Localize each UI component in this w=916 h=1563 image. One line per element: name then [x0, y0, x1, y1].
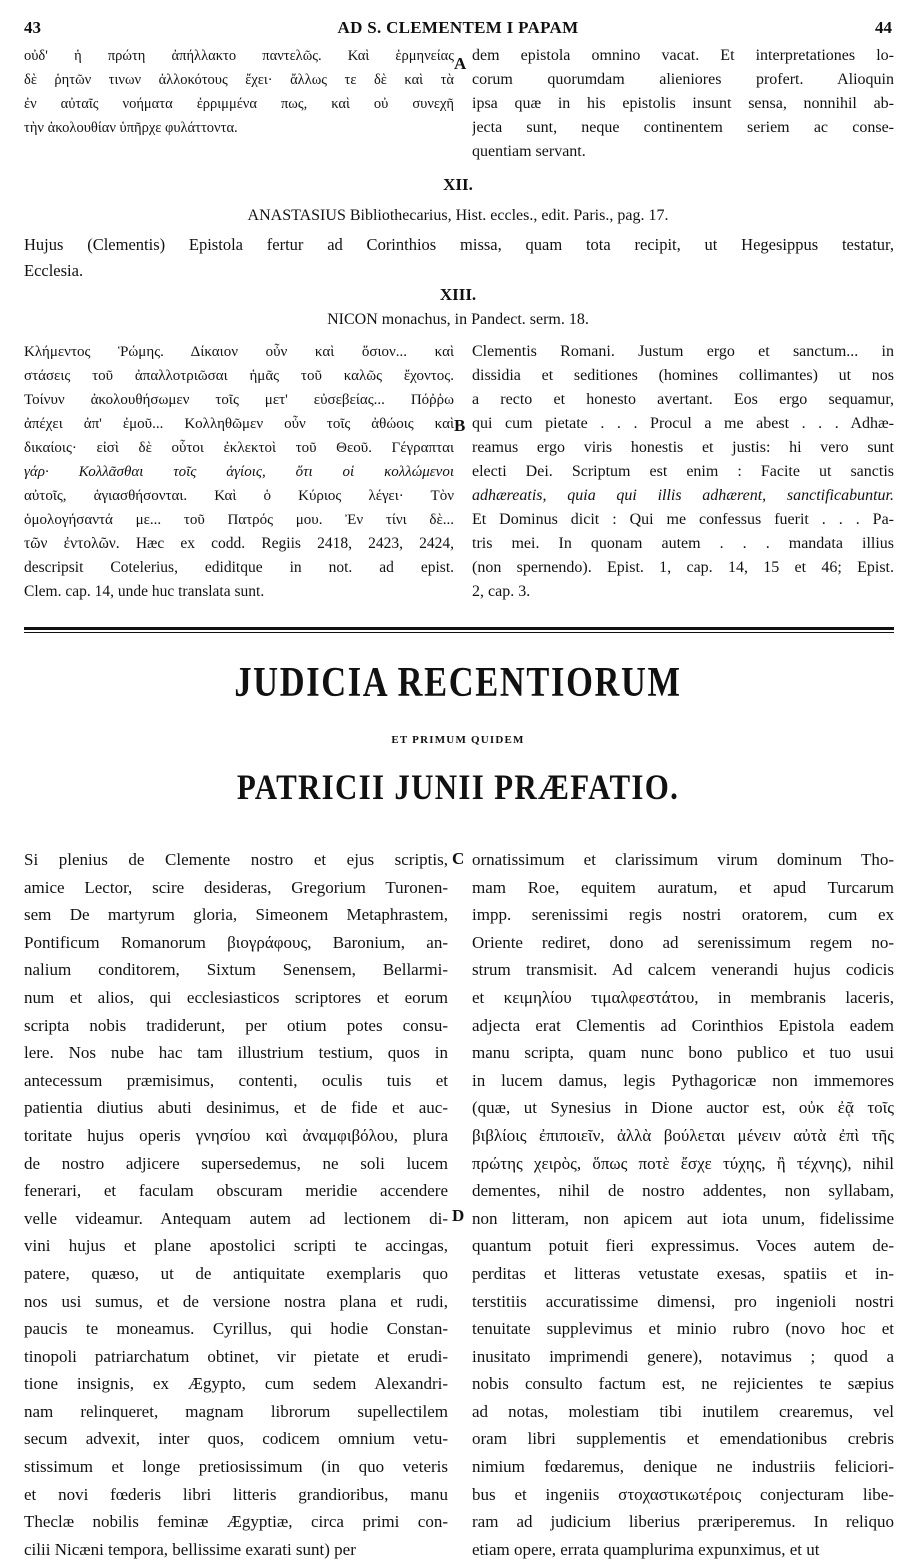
- greek-line: οὐδ' ἡ πρώτη ἀπήλλακτο παντελῶς. Καὶ ἑρμηνείας: [24, 48, 454, 64]
- preface-line: quantum potuit fieri expressimus. Voces autem de-: [472, 1236, 894, 1256]
- preface-line: etiam opere, errata quamplurima expunximus, et ut: [472, 1539, 820, 1559]
- preface-line: cilii Nicæni tempora, bellissime exarati sunt) per: [24, 1539, 356, 1559]
- preface-line: nam relinqueret, magnam librorum supellectilem: [24, 1401, 448, 1421]
- greek-line: ἀπέχει ἀπ' ἐμοῦ... Κολληθῶμεν οὖν τοῖς ἀθώοις καὶ: [24, 416, 454, 432]
- preface-line: Si plenius de Clemente nostro et ejus scriptis,: [24, 850, 448, 869]
- section-xiii-source: NICON monachus, in Pandect. serm. 18.: [327, 311, 589, 328]
- section1-latin-column: [472, 44, 894, 164]
- running-title: AD S. CLEMENTEM I PAPAM: [337, 18, 579, 37]
- preface-line: velle videamur. Antequam autem ad lectionem di-: [24, 1208, 448, 1228]
- preface-line: paucis te moneamus. Cyrillus, qui hodie Constan-: [24, 1319, 448, 1339]
- greek-line: αὐτοῖς, ἁγιασθήσονται. Καὶ ὁ Κύριος λέγει· Τὸν: [24, 488, 454, 504]
- section-xiii-latin-column: [472, 340, 894, 604]
- preface-line: strum transmisit. Ad calcem venerandi hujus codicis: [472, 960, 894, 980]
- running-head: [0, 14, 916, 42]
- latin-line: Et Dominus dicit : Qui me confessus fuerit . . . Pa-: [472, 511, 894, 528]
- preface-line: lere. Nos nube hac tam illustrium testium, quos in: [24, 1043, 448, 1063]
- greek-line: δὲ ῥητῶν τινων ἀλλοκότους ἔχει· ἄλλως τε δὲ καὶ τὰ: [24, 72, 454, 88]
- section-xii-source: ANASTASIUS Bibliothecarius, Hist. eccles., edit. Paris., pag. 17.: [247, 207, 669, 224]
- preface-line: nobis consulto factum est, ne rejicientes te sæpius: [472, 1374, 894, 1394]
- preface-line: tione insignis, ex Ægypto, cum sedem Alexandri-: [24, 1374, 448, 1394]
- preface-line: ornatissimum et clarissimum virum dominum Tho-: [472, 850, 894, 869]
- preface-line: et novi fœderis libri litteris grandioribus, manu: [24, 1484, 448, 1504]
- preface-line: inusitato imprimendi genere), notavimus ; quod a: [472, 1346, 894, 1366]
- preface-line: πρώτης χειρὸς, ὅπως ποτὲ ἔσχε τύχης, ἢ τέχνης), nihil: [472, 1153, 894, 1173]
- margin-letter-c: C: [452, 849, 465, 868]
- preface-line: ram ad judicium liberius præriperemus. In reliquo: [472, 1512, 894, 1532]
- preface-line: vini hujus et plane apostolici scripti te accingas,: [24, 1236, 448, 1256]
- preface-heading: PATRICII JUNII PRÆFATIO.: [236, 767, 680, 807]
- latin-line: jecta sunt, neque continentem seriem ac conse-: [472, 119, 894, 136]
- preface-line: perditas et litteras vetustate exesas, spatiis et in-: [472, 1263, 894, 1283]
- greek-line: στάσεις τοῦ ἀπαλλοτριῶσαι ἡμᾶς τοῦ καλῶς ἔχοντος.: [24, 368, 454, 384]
- margin-letter-d: D: [452, 1206, 465, 1225]
- section-xii-numeral: XII.: [443, 175, 473, 194]
- preface-line: patere, quæso, ut de antiquitate exemplaris quo: [24, 1263, 448, 1283]
- preface-line: Theclæ nobilis feminæ Ægyptiæ, circa primi con-: [24, 1512, 448, 1532]
- preface-line: impp. serenissimi regis nostri oratorem, cum ex: [472, 905, 894, 925]
- latin-line: 2, cap. 3.: [472, 583, 531, 600]
- preface-line: tinopoli patriarchatum obtinet, vir pietate et erudi-: [24, 1346, 448, 1366]
- preface-line: adjecta erat Clementis ad Corinthios Epistola eadem: [472, 1015, 894, 1035]
- section-xiii-numeral: XIII.: [439, 285, 477, 304]
- preface-line: dementes, nihil de nostro addentes, non syllabam,: [472, 1181, 894, 1201]
- latin-line: dissidia et seditiones (homines collimantes) ut nos: [472, 367, 894, 384]
- latin-line: electi Dei. Scriptum est enim : Facite ut sanctis: [472, 463, 894, 480]
- margin-letter-b: B: [454, 416, 466, 435]
- preface-line: tenuitate supplevimus et minio rubro (novo hoc et: [472, 1319, 894, 1339]
- preface-line: de nostro adjicere supersedemus, ne soli lucem: [24, 1153, 448, 1173]
- margin-letter-a: A: [454, 54, 467, 73]
- preface-line: nimium fœdaremus, denique ne industriis feliciori-: [472, 1457, 894, 1477]
- greek-line: Τοίνυν ἀκολουθήσωμεν τοῖς μετ' εὐσεβείας... Πόῤῥω: [24, 392, 454, 408]
- preface-line: num et alios, qui ecclesiasticos scriptores et eorum: [24, 987, 448, 1007]
- preface-line: sem De martyrum gloria, Simeonem Metaphrastem,: [24, 905, 448, 925]
- section-divider-thin: [24, 632, 894, 633]
- greek-line: ὁμολογήσαντά με... τοῦ Πατρός μου. Ἐν τίνι δὲ...: [24, 512, 454, 528]
- latin-line: reamus ergo viris honestis et justis: hi vero sunt: [472, 439, 894, 456]
- preface-line: antecessum præmisimus, contenti, oculis tuis et: [24, 1070, 448, 1090]
- section-xii-line: Hujus (Clementis) Epistola fertur ad Corinthios missa, quam tota recipit, ut Hegesippus testatur,: [24, 235, 894, 254]
- preface-line: secum advexit, inter quos, codicem omnium vetu-: [24, 1429, 448, 1449]
- preface-line: terstitiis accuratissime dimensi, pro ingenioli nostri: [472, 1291, 894, 1311]
- preface-line: patientia diutius abuti desinimus, et de fide et auc-: [24, 1098, 448, 1118]
- sub-heading: ET PRIMUM QUIDEM: [391, 734, 525, 746]
- section1-greek-column: [24, 44, 454, 140]
- preface-line: scripta nobis tradiderunt, per otium potes consu-: [24, 1015, 448, 1035]
- preface-line: toritate hujus operis γνησίου καὶ ἀναμφιβόλου, plura: [24, 1125, 448, 1145]
- preface-line: fenerari, et faculam obscuram meridie accendere: [24, 1181, 448, 1201]
- greek-line: Clem. cap. 14, unde huc translata sunt.: [24, 583, 265, 600]
- latin-line: quentiam servant.: [472, 143, 586, 160]
- latin-line: ipsa quæ in his epistolis insunt sensa, nonnihil ab-: [472, 95, 894, 112]
- section-xii-text: [24, 232, 894, 284]
- preface-right-column: [472, 846, 894, 1563]
- preface-line: mam Roe, equitem auratum, et apud Turcarum: [472, 877, 894, 897]
- preface-line: Pontificum Romanorum βιογράφους, Baronium, an-: [24, 932, 448, 952]
- page-number-left: 43: [24, 18, 41, 37]
- preface-line: bus et ingeniis στοχαστικωτέροις conjecturam libe-: [472, 1484, 894, 1504]
- greek-line: descripsit Cotelerius, ediditque in not. ad epist.: [24, 559, 454, 576]
- section-divider-thick: [24, 627, 894, 630]
- preface-line: nalium conditorem, Sixtum Senensem, Bellarmi-: [24, 960, 448, 980]
- preface-left-column: [24, 846, 448, 1563]
- greek-line: Κλήμεντος Ῥώμης. Δίκαιον οὖν καὶ ὅσιον... καὶ: [24, 344, 454, 360]
- greek-line: γάρ· Κολλᾶσθαι τοῖς ἁγίοις, ὅτι οἱ κολλώμενοι: [24, 464, 454, 480]
- preface-line: oram libri supplementis et emendationibus crebris: [472, 1429, 894, 1449]
- latin-line: dem epistola omnino vacat. Et interpretationes lo-: [472, 47, 894, 64]
- section-xii-line: Ecclesia.: [24, 261, 84, 280]
- page-number-right: 44: [875, 18, 892, 37]
- latin-line: Clementis Romani. Justum ergo et sanctum... in: [472, 343, 894, 360]
- latin-line: corum quorumdam alieniores profert. Alioquin: [472, 71, 894, 88]
- latin-line: qui cum pietate . . . Procul a me abest . . . Adhæ-: [472, 415, 894, 432]
- section-xiii-greek-column: [24, 340, 454, 604]
- preface-line: ad notas, molestiam tibi inutilem crearemus, vel: [472, 1401, 894, 1421]
- preface-line: in lucem damus, legis Pythagoricæ non immemores: [472, 1070, 894, 1090]
- greek-line: τὴν ἀκολουθίαν ὑπῆρχε φυλάττοντα.: [24, 120, 238, 136]
- preface-line: (quæ, ut Synesius in Dione auctor est, οὐκ ἐᾷ τοῖς: [472, 1098, 894, 1118]
- latin-line: adhæreatis, quia qui illis adhærent, sanctificabuntur.: [472, 487, 894, 504]
- preface-line: non litteram, non apicem aut iota unum, fidelissime: [472, 1208, 894, 1228]
- latin-line: a recto et honesto avertant. Eos ergo sequamur,: [472, 391, 894, 408]
- preface-line: manu scripta, quam nunc bono publico et tuo usui: [472, 1043, 894, 1063]
- greek-line: ἐν αὐταῖς νοήματα ἐρριμμένα πως, καὶ οὐ συνεχῆ: [24, 96, 454, 112]
- latin-line: tris mei. In quonam autem . . . mandata illius: [472, 535, 894, 552]
- greek-line: δικαίοις· εἰσὶ δὲ οὗτοι ἐκλεκτοὶ τοῦ Θεοῦ. Γέγραπται: [24, 440, 454, 456]
- latin-line: (non spernendo). Epist. 1, cap. 14, 15 et 46; Epist.: [472, 559, 894, 576]
- preface-line: βιβλίοις ἐπιποιεῖν, ἀλλὰ βούλεται μένειν αὐτὰ ἐπὶ τῆς: [472, 1125, 894, 1145]
- main-heading: JUDICIA RECENTIORUM: [234, 660, 682, 706]
- preface-line: amice Lector, scire desideras, Gregorium Turonen-: [24, 877, 448, 897]
- preface-line: nos usi sumus, et de versione nostra plana et rudi,: [24, 1291, 448, 1311]
- greek-line: τῶν ἐντολῶν. Hæc ex codd. Regiis 2418, 2423, 2424,: [24, 535, 454, 552]
- preface-line: stissimum et longe pretiosissimum (in quo veteris: [24, 1457, 448, 1477]
- preface-line: Oriente rediret, dono ad serenissimum regem no-: [472, 932, 894, 952]
- preface-line: et κειμηλίου τιμαλφεστάτου, in membranis laceris,: [472, 987, 894, 1007]
